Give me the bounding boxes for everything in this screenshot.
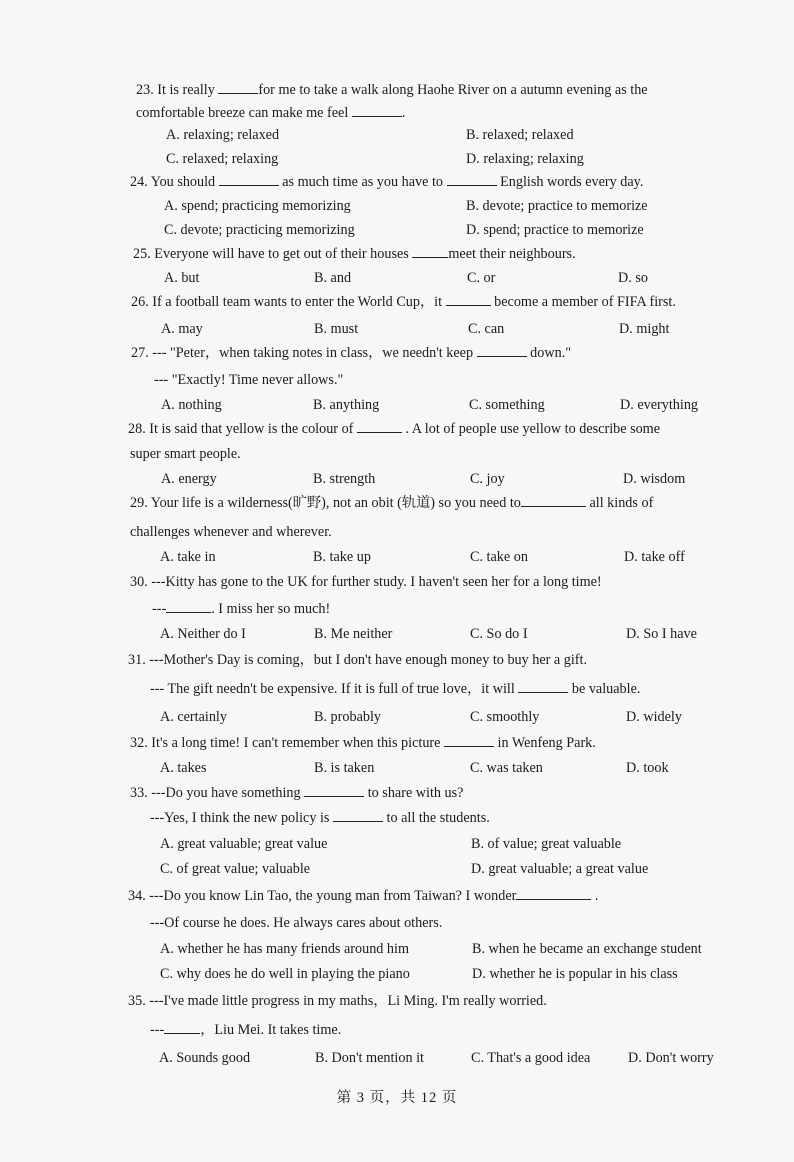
option-d: D. widely (626, 709, 682, 725)
question-27-reply: --- "Exactly! Time never allows." (154, 372, 344, 388)
answer-blank (444, 734, 494, 747)
option-b: B. anything (313, 397, 380, 413)
option-c: C. or (467, 270, 496, 286)
answer-blank (166, 600, 211, 613)
question-26-stem: 26. If a football team wants to enter the World Cup，it become a member of FIFA first. (131, 294, 676, 310)
answer-blank (446, 293, 491, 306)
question-30-stem: 30. ---Kitty has gone to the UK for further study. I haven't seen her for a long time! (130, 574, 602, 590)
option-a: A. but (164, 270, 200, 286)
option-c: C. relaxed; relaxing (166, 151, 279, 167)
question-29-stem: 29. Your life is a wilderness(旷野), not an obit (轨道) so you need to all kinds of (130, 495, 654, 511)
option-b: B. probably (314, 709, 381, 725)
answer-blank (357, 420, 402, 433)
question-33-stem: 33. ---Do you have something to share with us? (130, 785, 464, 801)
option-a: A. certainly (160, 709, 227, 725)
option-d: D. great valuable; a great value (471, 861, 649, 877)
question-23-stem-cont: comfortable breeze can make me feel . (136, 105, 406, 121)
option-a: A. Neither do I (160, 626, 246, 642)
option-b: B. take up (313, 549, 371, 565)
question-35-reply: --- ，Liu Mei. It takes time. (150, 1022, 342, 1038)
option-b: B. Don't mention it (315, 1050, 424, 1066)
option-a: A. may (161, 321, 203, 337)
option-b: B. devote; practice to memorize (466, 198, 648, 214)
question-24-stem: 24. You should as much time as you have to English words every day. (130, 174, 644, 190)
option-d: D. So I have (626, 626, 697, 642)
option-b: B. must (314, 321, 359, 337)
answer-blank (218, 81, 258, 94)
question-32-stem: 32. It's a long time! I can't remember when this picture in Wenfeng Park. (130, 735, 596, 751)
option-d: D. took (626, 760, 669, 776)
answer-blank (333, 809, 383, 822)
option-a: A. takes (160, 760, 207, 776)
option-a: A. relaxing; relaxed (166, 127, 280, 143)
question-25-stem: 25. Everyone will have to get out of their houses meet their neighbours. (133, 246, 576, 262)
option-b: B. is taken (314, 760, 375, 776)
option-d: D. take off (624, 549, 685, 565)
answer-blank (164, 1021, 200, 1034)
answer-blank (518, 680, 568, 693)
option-d: D. whether he is popular in his class (472, 966, 678, 982)
answer-blank (516, 887, 591, 900)
option-d: D. spend; practice to memorize (466, 222, 644, 238)
option-b: B. Me neither (314, 626, 393, 642)
question-28-stem-cont: super smart people. (130, 446, 241, 462)
option-c: C. was taken (470, 760, 543, 776)
option-a: A. nothing (161, 397, 222, 413)
question-35-stem: 35. ---I've made little progress in my maths，Li Ming. I'm really worried. (128, 993, 547, 1009)
option-b: B. strength (313, 471, 376, 487)
option-c: C. take on (470, 549, 528, 565)
question-28-stem: 28. It is said that yellow is the colour of . A lot of people use yellow to describe some (128, 421, 661, 437)
option-a: A. Sounds good (159, 1050, 251, 1066)
option-c: C. So do I (470, 626, 528, 642)
option-d: D. wisdom (623, 471, 686, 487)
option-d: D. relaxing; relaxing (466, 151, 584, 167)
question-23-stem: 23. It is really for me to take a walk along Haohe River on a autumn evening as the (136, 82, 648, 98)
question-31-stem: 31. ---Mother's Day is coming，but I don't have enough money to buy her a gift. (128, 652, 588, 668)
option-b: B. of value; great valuable (471, 836, 622, 852)
question-27-stem: 27. --- "Peter，when taking notes in class，we needn't keep down." (131, 345, 572, 361)
page-number-footer: 第 3 页，共 12 页 (336, 1090, 458, 1106)
question-34-reply: ---Of course he does. He always cares about others. (150, 915, 443, 931)
option-a: A. spend; practicing memorizing (164, 198, 351, 214)
option-c: C. can (468, 321, 505, 337)
option-d: D. Don't worry (628, 1050, 714, 1066)
option-b: B. and (314, 270, 352, 286)
answer-blank (352, 104, 402, 117)
option-a: A. whether he has many friends around him (160, 941, 410, 957)
option-d: D. so (618, 270, 648, 286)
option-a: A. great valuable; great value (160, 836, 328, 852)
answer-blank (412, 245, 448, 258)
option-b: B. when he became an exchange student (472, 941, 702, 957)
option-c: C. devote; practicing memorizing (164, 222, 355, 238)
option-c: C. something (469, 397, 545, 413)
option-c: C. smoothly (470, 709, 540, 725)
option-c: C. That's a good idea (471, 1050, 591, 1066)
option-a: A. energy (161, 471, 217, 487)
question-33-reply: ---Yes, I think the new policy is to all the students. (150, 810, 490, 826)
option-b: B. relaxed; relaxed (466, 127, 574, 143)
option-c: C. of great value; valuable (160, 861, 311, 877)
option-d: D. everything (620, 397, 699, 413)
question-30-reply: --- . I miss her so much! (152, 601, 331, 617)
option-a: A. take in (160, 549, 216, 565)
option-d: D. might (619, 321, 670, 337)
answer-blank (447, 173, 497, 186)
question-29-stem-cont: challenges whenever and wherever. (130, 524, 332, 540)
answer-blank (477, 344, 527, 357)
answer-blank (304, 784, 364, 797)
answer-blank (521, 494, 586, 507)
option-c: C. joy (470, 471, 505, 487)
question-31-reply: --- The gift needn't be expensive. If it is full of true love，it will be valuable. (150, 681, 641, 697)
answer-blank (219, 173, 279, 186)
option-c: C. why does he do well in playing the piano (160, 966, 410, 982)
question-34-stem: 34. ---Do you know Lin Tao, the young man from Taiwan? I wonder . (128, 888, 599, 904)
